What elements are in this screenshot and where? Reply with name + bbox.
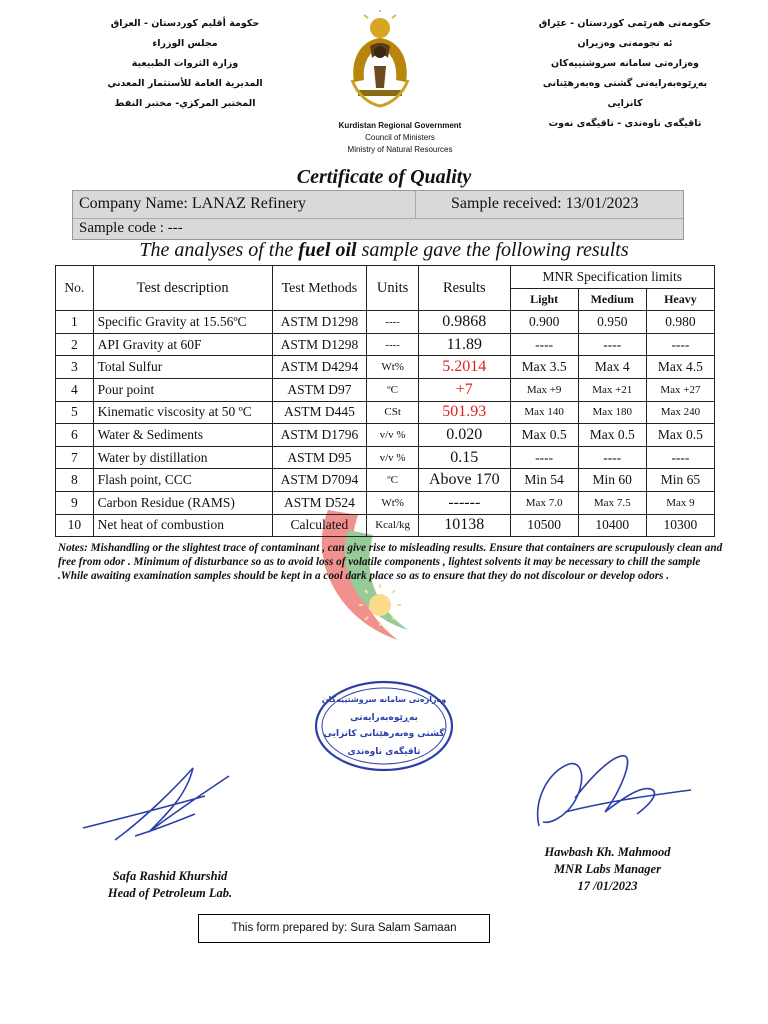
row-method: ASTM D7094 xyxy=(272,469,367,492)
row-heavy: Max 0.5 xyxy=(646,424,714,447)
row-method: ASTM D97 xyxy=(272,378,367,401)
table-row xyxy=(56,401,715,424)
row-medium: Max 180 xyxy=(578,401,646,424)
kurdish-line: حكومەتی هەرێمی کوردستان - عێراق xyxy=(538,18,712,29)
row-unit: ---- xyxy=(367,333,419,356)
certificate-title: Certificate of Quality xyxy=(296,166,472,188)
arabic-line: المديرية العامة للأستثمار المعدني xyxy=(107,78,263,89)
stamp-line: گشتی وەبەرهێنانی کانزایی xyxy=(323,729,445,739)
row-result: 0.9868 xyxy=(419,311,511,334)
table-row xyxy=(56,491,715,514)
gov-line: Council of Ministers xyxy=(365,133,435,142)
row-result: 5.2014 xyxy=(419,356,511,379)
table-row xyxy=(56,514,715,537)
row-medium: ---- xyxy=(578,446,646,469)
row-description: Kinematic viscosity at 50 ºC xyxy=(93,401,272,424)
arabic-header xyxy=(95,14,275,114)
results-table xyxy=(55,265,715,537)
row-no: 9 xyxy=(56,491,94,514)
row-heavy: ---- xyxy=(646,333,714,356)
row-heavy: Max 9 xyxy=(646,491,714,514)
row-no: 2 xyxy=(56,333,94,356)
government-caption xyxy=(300,120,500,156)
row-medium: Max 4 xyxy=(578,356,646,379)
signatory-name: Hawbash Kh. Mahmood xyxy=(544,845,671,859)
kurdish-line: تاقیگەی ناوەندی - تاقیگەی نەوت xyxy=(548,118,702,129)
stamp-line: وەزارەتی سامانە سروشتییەکان xyxy=(321,695,447,704)
gov-line: Ministry of Natural Resources xyxy=(347,145,453,154)
row-light: Max 3.5 xyxy=(510,356,578,379)
row-unit: Kcal/kg xyxy=(367,514,419,537)
row-unit: v/v % xyxy=(367,446,419,469)
row-result: 10138 xyxy=(419,514,511,537)
row-light: 0.900 xyxy=(510,311,578,334)
divider xyxy=(415,191,416,218)
arabic-line: المختبر المركزي- مختبر النفط xyxy=(114,98,256,109)
arabic-line: حكومة أقليم كوردستان - العراق xyxy=(110,18,260,29)
row-method: ASTM D1796 xyxy=(272,424,367,447)
row-heavy: Min 65 xyxy=(646,469,714,492)
row-no: 5 xyxy=(56,401,94,424)
row-unit: Wt% xyxy=(367,356,419,379)
signatory-title: MNR Labs Manager xyxy=(554,862,661,876)
row-medium: Max 7.5 xyxy=(578,491,646,514)
row-method: ASTM D1298 xyxy=(272,333,367,356)
row-unit: ºC xyxy=(367,378,419,401)
row-unit: ºC xyxy=(367,469,419,492)
table-row xyxy=(56,469,715,492)
results-subtitle xyxy=(0,239,768,262)
row-medium: ---- xyxy=(578,333,646,356)
signatory-name: Safa Rashid Khurshid xyxy=(112,869,228,883)
row-light: 10500 xyxy=(510,514,578,537)
stamp-line: تاقیگەی ناوەندی xyxy=(347,747,421,757)
row-unit: Wt% xyxy=(367,491,419,514)
row-no: 4 xyxy=(56,378,94,401)
info-row xyxy=(73,191,683,219)
col-header-method: Test Methods xyxy=(272,266,367,311)
row-heavy: 10300 xyxy=(646,514,714,537)
row-no: 1 xyxy=(56,311,94,334)
table-row xyxy=(56,356,715,379)
row-unit: ---- xyxy=(367,311,419,334)
subtitle-post: sample gave the following results xyxy=(356,239,629,261)
row-light: Max 140 xyxy=(510,401,578,424)
col-header-medium: Medium xyxy=(578,288,646,311)
row-no: 3 xyxy=(56,356,94,379)
row-method: Calculated xyxy=(272,514,367,537)
row-medium: 0.950 xyxy=(578,311,646,334)
sample-info-box xyxy=(72,190,684,240)
row-light: Max 0.5 xyxy=(510,424,578,447)
krg-emblem-icon xyxy=(340,10,420,110)
row-no: 7 xyxy=(56,446,94,469)
row-description: Net heat of combustion xyxy=(93,514,272,537)
row-description: Flash point, CCC xyxy=(93,469,272,492)
row-medium: 10400 xyxy=(578,514,646,537)
row-light: ---- xyxy=(510,446,578,469)
row-description: Specific Gravity at 15.56ºC xyxy=(93,311,272,334)
kurdish-line: بەڕێوەبەرایەتی گشتی وەبەرهێنانی کانزایی xyxy=(542,78,708,109)
signature-right-icon xyxy=(525,742,695,834)
row-description: Total Sulfur xyxy=(93,356,272,379)
table-row xyxy=(56,424,715,447)
row-medium: Min 60 xyxy=(578,469,646,492)
subtitle-pre: The analyses of the xyxy=(139,239,299,261)
row-no: 10 xyxy=(56,514,94,537)
signatory-right xyxy=(515,844,700,895)
row-description: Pour point xyxy=(93,378,272,401)
sample-received: Sample received: 13/01/2023 xyxy=(451,195,639,212)
kurdish-line: ئە نجومەنی وەزیران xyxy=(577,38,673,49)
kurdish-header xyxy=(525,14,725,134)
row-result: 0.020 xyxy=(419,424,511,447)
col-header-no: No. xyxy=(56,266,94,311)
row-description: Water & Sediments xyxy=(93,424,272,447)
row-result: 501.93 xyxy=(419,401,511,424)
row-unit: v/v % xyxy=(367,424,419,447)
col-header-description: Test description xyxy=(93,266,272,311)
row-medium: Max 0.5 xyxy=(578,424,646,447)
official-stamp-icon xyxy=(308,672,460,780)
col-header-units: Units xyxy=(367,266,419,311)
row-result: 0.15 xyxy=(419,446,511,469)
row-light: Max +9 xyxy=(510,378,578,401)
company-name: Company Name: LANAZ Refinery xyxy=(79,195,307,212)
signatory-title: Head of Petroleum Lab. xyxy=(107,886,233,900)
row-light: Min 54 xyxy=(510,469,578,492)
row-heavy: ---- xyxy=(646,446,714,469)
col-header-spec: MNR Specification limits xyxy=(510,266,714,289)
row-heavy: 0.980 xyxy=(646,311,714,334)
row-method: ASTM D4294 xyxy=(272,356,367,379)
table-row xyxy=(56,446,715,469)
signature-date: 17 /01/2023 xyxy=(577,879,638,893)
row-result: 11.89 xyxy=(419,333,511,356)
row-unit: CSt xyxy=(367,401,419,424)
table-row xyxy=(56,378,715,401)
table-row xyxy=(56,311,715,334)
prepared-by-box: This form prepared by: Sura Salam Samaan xyxy=(198,914,490,943)
row-result: ------ xyxy=(419,491,511,514)
signatory-left xyxy=(70,868,270,902)
col-header-light: Light xyxy=(510,288,578,311)
row-method: ASTM D95 xyxy=(272,446,367,469)
arabic-line: مجلس الوزراء xyxy=(152,38,218,49)
row-heavy: Max 240 xyxy=(646,401,714,424)
sample-code: Sample code : --- xyxy=(79,220,183,236)
row-heavy: Max +27 xyxy=(646,378,714,401)
row-heavy: Max 4.5 xyxy=(646,356,714,379)
row-method: ASTM D524 xyxy=(272,491,367,514)
row-description: Carbon Residue (RAMS) xyxy=(93,491,272,514)
row-medium: Max +21 xyxy=(578,378,646,401)
kurdish-line: وەزارەتی سامانە سروشتییەکان xyxy=(551,58,699,69)
row-no: 6 xyxy=(56,424,94,447)
arabic-line: وزارة الثروات الطبيعية xyxy=(131,58,239,69)
row-description: API Gravity at 60F xyxy=(93,333,272,356)
col-header-results: Results xyxy=(419,266,511,311)
handling-notes: Notes: Mishandling or the slightest trace of contaminant , can give rise to misleading results. Ensure that containers are scrupulously clean and free from odor . Minimum of disturbance so as to avoid loss of volatile components , lightest solvents it may be necessary to chill the sample .While awaiting examination samples should be kept in a cool dark place so as to ensure that they do not discolour or develop odors . xyxy=(58,542,723,583)
row-result: +7 xyxy=(419,378,511,401)
row-method: ASTM D445 xyxy=(272,401,367,424)
row-method: ASTM D1298 xyxy=(272,311,367,334)
row-description: Water by distillation xyxy=(93,446,272,469)
col-header-heavy: Heavy xyxy=(646,288,714,311)
signature-left-icon xyxy=(75,748,235,856)
table-row xyxy=(56,333,715,356)
row-result: Above 170 xyxy=(419,469,511,492)
row-light: ---- xyxy=(510,333,578,356)
gov-line: Kurdistan Regional Government xyxy=(338,121,462,130)
stamp-line: بەڕێوەبەرایەتی xyxy=(350,713,418,723)
row-light: Max 7.0 xyxy=(510,491,578,514)
row-no: 8 xyxy=(56,469,94,492)
subtitle-product: fuel oil xyxy=(298,239,357,261)
